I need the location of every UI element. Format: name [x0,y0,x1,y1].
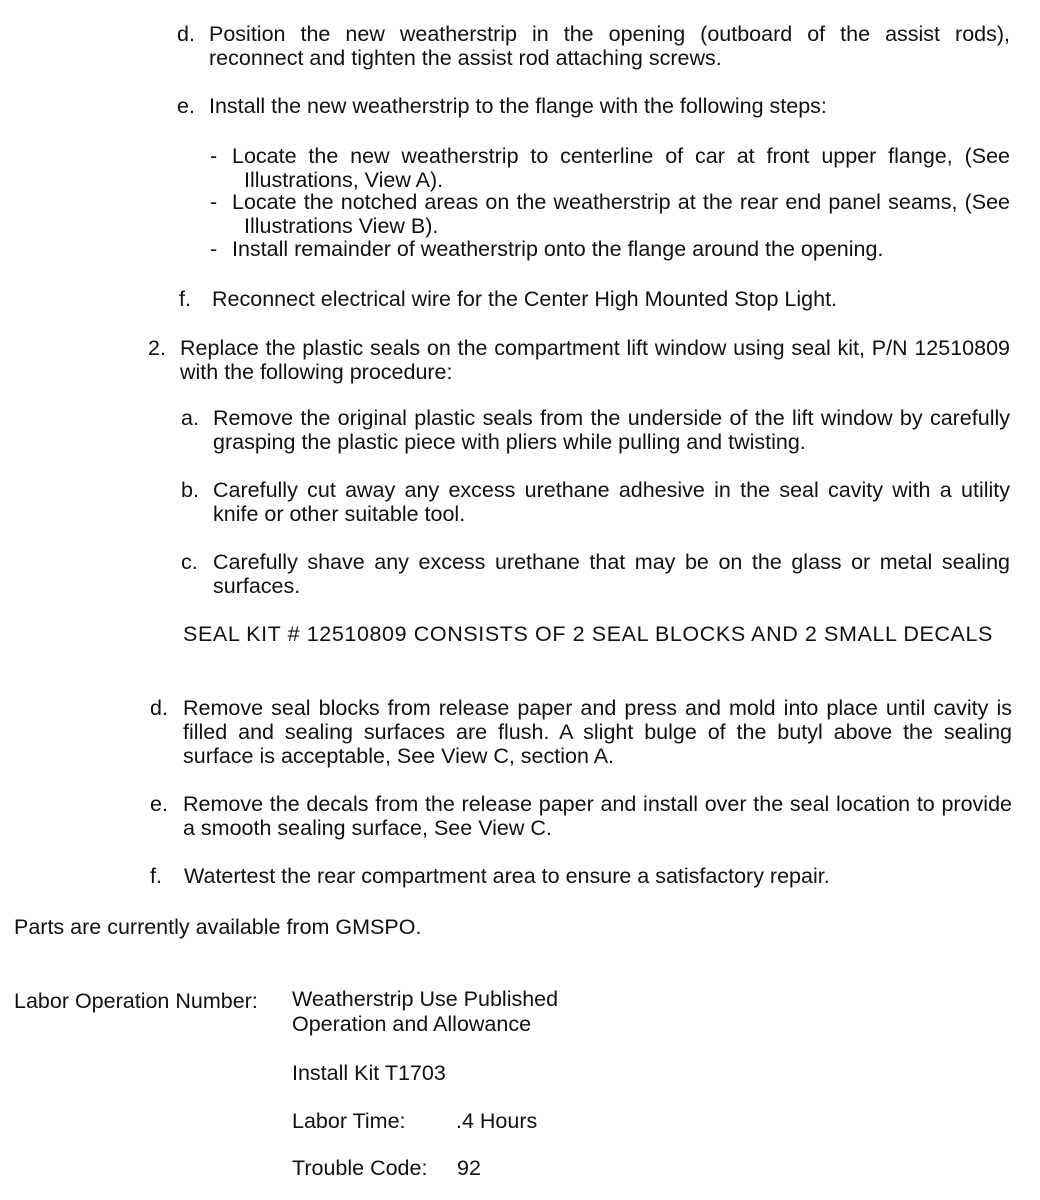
step2-item-f [150,864,1012,888]
dash-glyph: - [210,144,218,168]
step2-item-d [150,696,1012,768]
parts-note: Parts are currently available from GMSPO. [14,915,422,939]
item-label: e. [177,94,195,118]
step2-heading [148,336,1010,384]
item-label: e. [150,792,168,816]
seal-kit-note: SEAL KIT # 12510809 CONSISTS OF 2 SEAL BLOCKS AND 2 SMALL DECALS [183,622,993,646]
bullet-item [210,237,1010,261]
bullet-item [210,144,1010,192]
step2-item-b [181,478,1010,526]
item-text: Position the new weatherstrip in the opening (outboard of the assist rods), reconnect and tighten the assist rod attaching screws. [209,22,1010,70]
step1-item-d [177,22,1010,70]
item-label: c. [181,550,198,574]
step1-item-e [177,94,1010,118]
labor-label: Labor Operation Number: [14,989,258,1013]
step1-item-f [179,287,1010,311]
item-text: Watertest the rear compartment area to ensure a satisfactory repair. [184,864,830,888]
item-label: d. [177,22,195,46]
step-number: 2. [148,336,166,360]
item-text: Reconnect electrical wire for the Center High Mounted Stop Light. [212,287,838,311]
bullet-text: Locate the notched areas on the weatherstrip at the rear end panel seams, (See Illustrations View B). [232,190,1010,238]
item-label: b. [181,478,199,502]
weatherstrip-line1: Weatherstrip Use Published [292,987,559,1011]
step2-item-c [181,550,1010,598]
dash-glyph: - [210,190,218,214]
dash-glyph: - [210,237,218,261]
step2-item-e [150,792,1012,840]
item-label: d. [150,696,168,720]
trouble-code-label: Trouble Code: [292,1156,428,1180]
item-text: Carefully cut away any excess urethane adhesive in the seal cavity with a utility knife or other suitable tool. [213,478,1010,526]
install-kit: Install Kit T1703 [292,1061,446,1085]
step2-item-a [181,406,1010,454]
item-text: Remove seal blocks from release paper and press and mold into place until cavity is filled and sealing surfaces are flush. A slight bulge of the butyl above the sealing surface is acceptable, See View C, section A. [183,696,1012,768]
item-text: Install the new weatherstrip to the flange with the following steps: [209,94,827,118]
item-text: Remove the original plastic seals from the underside of the lift window by carefully grasping the plastic piece with pliers while pulling and twisting. [213,406,1010,454]
bullet-text: Locate the new weatherstrip to centerline of car at front upper flange, (See Illustrations, View A). [232,144,1010,192]
item-text: Remove the decals from the release paper and install over the seal location to provide a smooth sealing surface, See View C. [183,792,1012,840]
step-text: Replace the plastic seals on the compartment lift window using seal kit, P/N 12510809 with the following procedure: [180,336,1010,384]
labor-time-label: Labor Time: [292,1109,406,1133]
item-text: Carefully shave any excess urethane that may be on the glass or metal sealing surfaces. [213,550,1010,598]
bullet-item [210,190,1010,238]
trouble-code-value: 92 [457,1156,481,1180]
item-label: f. [179,287,191,311]
bullet-text: Install remainder of weatherstrip onto the flange around the opening. [232,237,884,261]
item-label: f. [150,864,162,888]
item-label: a. [181,406,199,430]
weatherstrip-line2: Operation and Allowance [292,1012,532,1036]
labor-time-value: .4 Hours [456,1109,538,1133]
